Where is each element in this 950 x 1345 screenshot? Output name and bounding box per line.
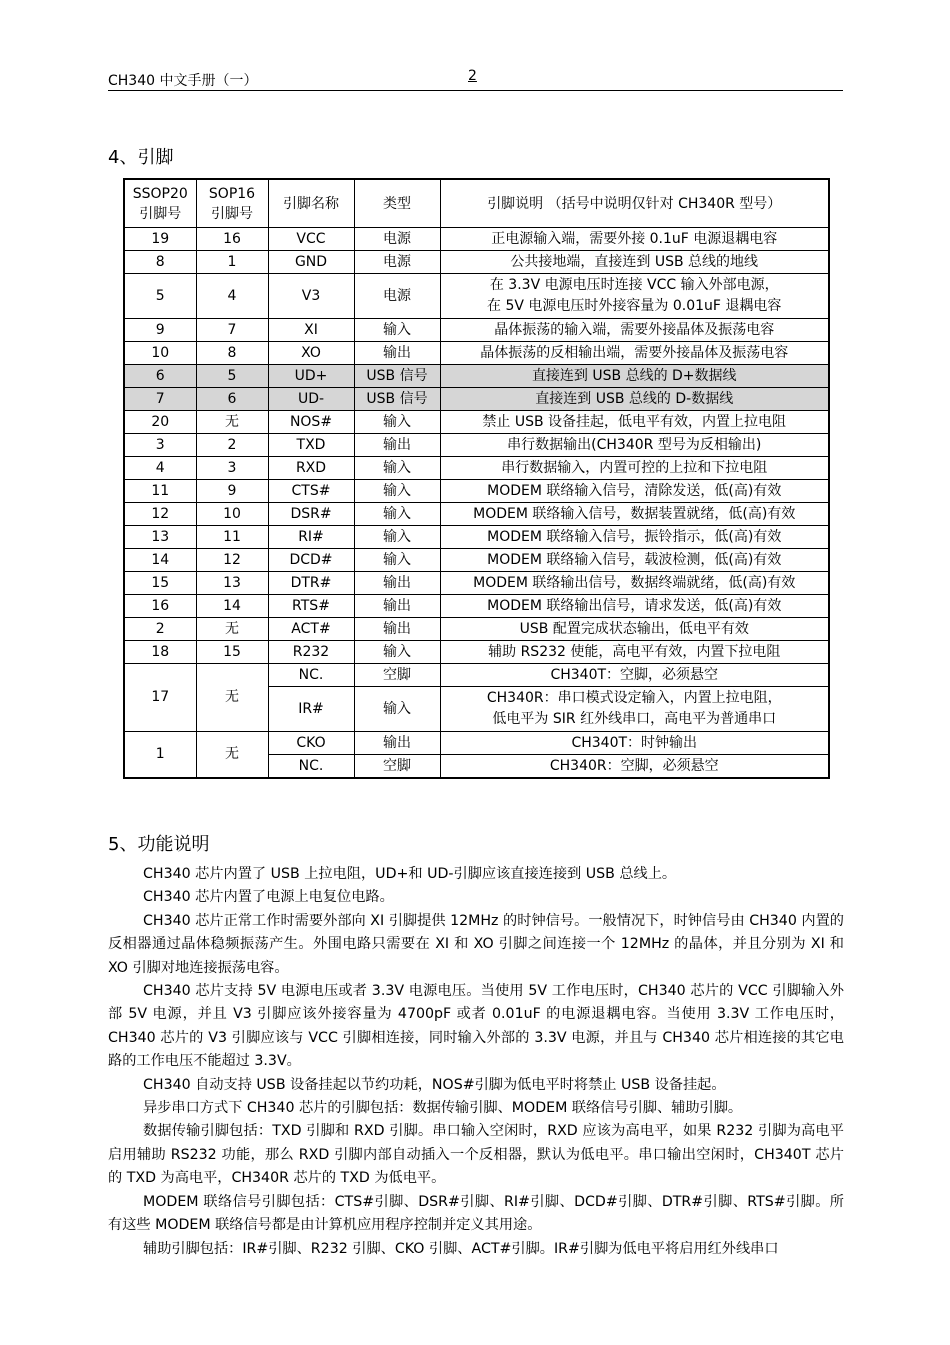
table-row [124, 732, 829, 755]
sop-pin-cell: 12 [196, 549, 268, 572]
sop-pin-cell: 1 [196, 251, 268, 274]
table-row [124, 319, 829, 342]
pin-type-cell: 输入 [354, 526, 440, 549]
header-title: CH340 中文手册（一） [108, 73, 258, 89]
pin-type-cell: 输入 [354, 687, 440, 732]
col-header-ssop: SSOP20 引脚号 [124, 179, 196, 228]
paragraph: CH340 芯片内置了 USB 上拉电阻，UD+和 UD-引脚应该直接连接到 USB 总线上。 [143, 866, 677, 882]
pin-name-cell: RTS# [268, 595, 354, 618]
pin-type-cell: 输出 [354, 595, 440, 618]
sop-pin-cell: 15 [196, 641, 268, 664]
pin-desc-cell: MODEM 联络输入信号，清除发送，低(高)有效 [440, 480, 829, 503]
col-header-name: 引脚名称 [268, 179, 354, 228]
pin-table [123, 178, 830, 779]
pin-name-cell: CTS# [268, 480, 354, 503]
pin-type-cell: 电源 [354, 228, 440, 251]
pin-desc-cell: 晶体振荡的输入端，需要外接晶体及振荡电容 [440, 319, 829, 342]
col-header-sop: SOP16 引脚号 [196, 179, 268, 228]
function-description [108, 863, 844, 1261]
ssop-pin-cell: 7 [124, 388, 196, 411]
sop-pin-cell: 14 [196, 595, 268, 618]
pin-type-cell: 输入 [354, 503, 440, 526]
ssop-pin-cell: 8 [124, 251, 196, 274]
pin-desc-cell: CH340T：空脚，必须悬空 [440, 664, 829, 687]
paragraph: CH340 芯片支持 5V 电源电压或者 3.3V 电源电压。当使用 5V 工作电压时，CH340 芯片的 VCC 引脚输入外部 5V 电源，并且 V3 引脚应该外接容量为 4700pF 或者 0.01uF 的电源退耦电容。当使用 3.3V 工作电压时，CH340 芯片的 V3 引脚应该与 VCC 引脚相连接，同时输入外部的 3.3V 电源，并且与 CH340 芯片相连接的其它电路的工作电压不能超过 3.3V。 [108, 983, 844, 1070]
pin-type-cell: USB 信号 [354, 365, 440, 388]
pin-desc-cell: MODEM 联络输出信号，请求发送，低(高)有效 [440, 595, 829, 618]
pin-type-cell: 电源 [354, 274, 440, 319]
ssop-pin-cell: 20 [124, 411, 196, 434]
ssop-pin-cell: 17 [124, 664, 196, 732]
sop-pin-cell: 10 [196, 503, 268, 526]
pin-type-cell: 电源 [354, 251, 440, 274]
page-number: 2 [468, 68, 477, 84]
pin-desc-cell: CH340R：串口模式设定输入，内置上拉电阻， 低电平为 SIR 红外线串口，高电平为普通串口 [440, 687, 829, 732]
pin-desc-cell: MODEM 联络输入信号，数据装置就绪，低(高)有效 [440, 503, 829, 526]
table-row [124, 549, 829, 572]
sop-pin-cell: 16 [196, 228, 268, 251]
table-row [124, 434, 829, 457]
paragraph: 异步串口方式下 CH340 芯片的引脚包括：数据传输引脚、MODEM 联络信号引脚、辅助引脚。 [143, 1100, 743, 1117]
pin-type-cell: 输入 [354, 457, 440, 480]
sop-pin-cell: 8 [196, 342, 268, 365]
ssop-pin-cell: 9 [124, 319, 196, 342]
pin-name-cell: RI# [268, 526, 354, 549]
col-header-desc: 引脚说明 （括号中说明仅针对 CH340R 型号） [440, 179, 829, 228]
sop-pin-cell: 5 [196, 365, 268, 388]
section-4-title: 4、引脚 [108, 147, 174, 168]
table-row [124, 274, 829, 319]
pin-name-cell: ACT# [268, 618, 354, 641]
ssop-pin-cell: 5 [124, 274, 196, 319]
pin-name-cell: UD+ [268, 365, 354, 388]
pin-name-cell: RXD [268, 457, 354, 480]
pin-name-cell: IR# [268, 687, 354, 732]
table-row [124, 526, 829, 549]
pin-type-cell: 输入 [354, 549, 440, 572]
pin-name-cell: CKO [268, 732, 354, 755]
pin-name-cell: NOS# [268, 411, 354, 434]
pin-type-cell: 输出 [354, 618, 440, 641]
paragraph: MODEM 联络信号引脚包括：CTS#引脚、DSR#引脚、RI#引脚、DCD#引脚、DTR#引脚、RTS#引脚。所有这些 MODEM 联络信号都是由计算机应用程序控制并定义其用途。 [108, 1193, 844, 1234]
pin-desc-cell: MODEM 联络输出信号，数据终端就绪，低(高)有效 [440, 572, 829, 595]
pin-desc-cell: 晶体振荡的反相输出端，需要外接晶体及振荡电容 [440, 342, 829, 365]
pin-name-cell: DCD# [268, 549, 354, 572]
paragraph: CH340 自动支持 USB 设备挂起以节约功耗，NOS#引脚为低电平时将禁止 USB 设备挂起。 [143, 1076, 726, 1093]
pin-desc-cell: MODEM 联络输入信号，载波检测，低(高)有效 [440, 549, 829, 572]
header-divider [108, 90, 843, 91]
pin-type-cell: USB 信号 [354, 388, 440, 411]
pin-type-cell: 输出 [354, 572, 440, 595]
pin-desc-cell: 禁止 USB 设备挂起，低电平有效，内置上拉电阻 [440, 411, 829, 434]
ssop-pin-cell: 14 [124, 549, 196, 572]
ssop-pin-cell: 2 [124, 618, 196, 641]
ssop-pin-cell: 6 [124, 365, 196, 388]
sop-pin-cell: 无 [196, 618, 268, 641]
ssop-pin-cell: 16 [124, 595, 196, 618]
pin-type-cell: 空脚 [354, 664, 440, 687]
ssop-pin-cell: 4 [124, 457, 196, 480]
pin-name-cell: V3 [268, 274, 354, 319]
paragraph: CH340 芯片内置了电源上电复位电路。 [143, 889, 394, 906]
table-row [124, 595, 829, 618]
pin-desc-cell: CH340T：时钟输出 [440, 732, 829, 755]
paragraph: CH340 芯片正常工作时需要外部向 XI 引脚提供 12MHz 的时钟信号。一般情况下，时钟信号由 CH340 内置的反相器通过晶体稳频振荡产生。外围电路只需要在 XI 和 XO 引脚之间连接一个 12MHz 的晶体，并且分别为 XI 和 XO 引脚对地连接振荡电容。 [108, 912, 844, 976]
paragraph: 辅助引脚包括：IR#引脚、R232 引脚、CKO 引脚、ACT#引脚。IR#引脚为低电平将启用红外线串口 [143, 1240, 779, 1257]
ssop-pin-cell: 3 [124, 434, 196, 457]
sop-pin-cell: 无 [196, 664, 268, 732]
ssop-pin-cell: 11 [124, 480, 196, 503]
pin-name-cell: GND [268, 251, 354, 274]
pin-name-cell: NC. [268, 664, 354, 687]
pin-name-cell: TXD [268, 434, 354, 457]
pin-name-cell: XO [268, 342, 354, 365]
ssop-pin-cell: 19 [124, 228, 196, 251]
col-header-type: 类型 [354, 179, 440, 228]
table-row [124, 572, 829, 595]
pin-name-cell: DSR# [268, 503, 354, 526]
sop-pin-cell: 2 [196, 434, 268, 457]
sop-pin-cell: 7 [196, 319, 268, 342]
table-row [124, 457, 829, 480]
pin-desc-cell: 串行数据输出(CH340R 型号为反相输出) [440, 434, 829, 457]
table-row [124, 365, 829, 388]
table-row [124, 388, 829, 411]
pin-desc-cell: 公共接地端，直接连到 USB 总线的地线 [440, 251, 829, 274]
ssop-pin-cell: 18 [124, 641, 196, 664]
sop-pin-cell: 11 [196, 526, 268, 549]
table-row [124, 503, 829, 526]
pin-desc-cell: 正电源输入端，需要外接 0.1uF 电源退耦电容 [440, 228, 829, 251]
pin-name-cell: NC. [268, 755, 354, 779]
pin-type-cell: 输入 [354, 319, 440, 342]
pin-name-cell: UD- [268, 388, 354, 411]
pin-type-cell: 空脚 [354, 755, 440, 779]
table-row [124, 411, 829, 434]
table-row [124, 251, 829, 274]
pin-type-cell: 输出 [354, 434, 440, 457]
table-row [124, 664, 829, 687]
section-5-title: 5、功能说明 [108, 834, 210, 855]
pin-desc-cell: CH340R：空脚，必须悬空 [440, 755, 829, 779]
pin-type-cell: 输出 [354, 342, 440, 365]
table-row [124, 618, 829, 641]
pin-desc-cell: USB 配置完成状态输出，低电平有效 [440, 618, 829, 641]
paragraph: 数据传输引脚包括：TXD 引脚和 RXD 引脚。串口输入空闲时，RXD 应该为高电平，如果 R232 引脚为高电平启用辅助 RS232 功能，那么 RXD 引脚内部自动插入一个反相器，默认为低电平。串口输出空闲时，CH340T 芯片的 TXD 为高电平，CH340R 芯片的 TXD 为低电平。 [108, 1123, 844, 1187]
pin-desc-cell: 辅助 RS232 使能，高电平有效，内置下拉电阻 [440, 641, 829, 664]
ssop-pin-cell: 12 [124, 503, 196, 526]
pin-type-cell: 输入 [354, 641, 440, 664]
sop-pin-cell: 13 [196, 572, 268, 595]
table-row [124, 228, 829, 251]
table-row [124, 342, 829, 365]
ssop-pin-cell: 13 [124, 526, 196, 549]
sop-pin-cell: 9 [196, 480, 268, 503]
ssop-pin-cell: 10 [124, 342, 196, 365]
pin-name-cell: R232 [268, 641, 354, 664]
table-row [124, 480, 829, 503]
pin-desc-cell: 在 3.3V 电源电压时连接 VCC 输入外部电源， 在 5V 电源电压时外接容量为 0.01uF 退耦电容 [440, 274, 829, 319]
pin-desc-cell: 串行数据输入，内置可控的上拉和下拉电阻 [440, 457, 829, 480]
ssop-pin-cell: 15 [124, 572, 196, 595]
pin-type-cell: 输入 [354, 480, 440, 503]
sop-pin-cell: 无 [196, 732, 268, 779]
sop-pin-cell: 3 [196, 457, 268, 480]
sop-pin-cell: 无 [196, 411, 268, 434]
table-row [124, 641, 829, 664]
ssop-pin-cell: 1 [124, 732, 196, 779]
pin-name-cell: XI [268, 319, 354, 342]
pin-name-cell: DTR# [268, 572, 354, 595]
pin-desc-cell: 直接连到 USB 总线的 D-数据线 [440, 388, 829, 411]
sop-pin-cell: 4 [196, 274, 268, 319]
pin-table-header [124, 179, 829, 228]
sop-pin-cell: 6 [196, 388, 268, 411]
pin-type-cell: 输出 [354, 732, 440, 755]
pin-type-cell: 输入 [354, 411, 440, 434]
pin-name-cell: VCC [268, 228, 354, 251]
pin-desc-cell: MODEM 联络输入信号，振铃指示，低(高)有效 [440, 526, 829, 549]
pin-desc-cell: 直接连到 USB 总线的 D+数据线 [440, 365, 829, 388]
